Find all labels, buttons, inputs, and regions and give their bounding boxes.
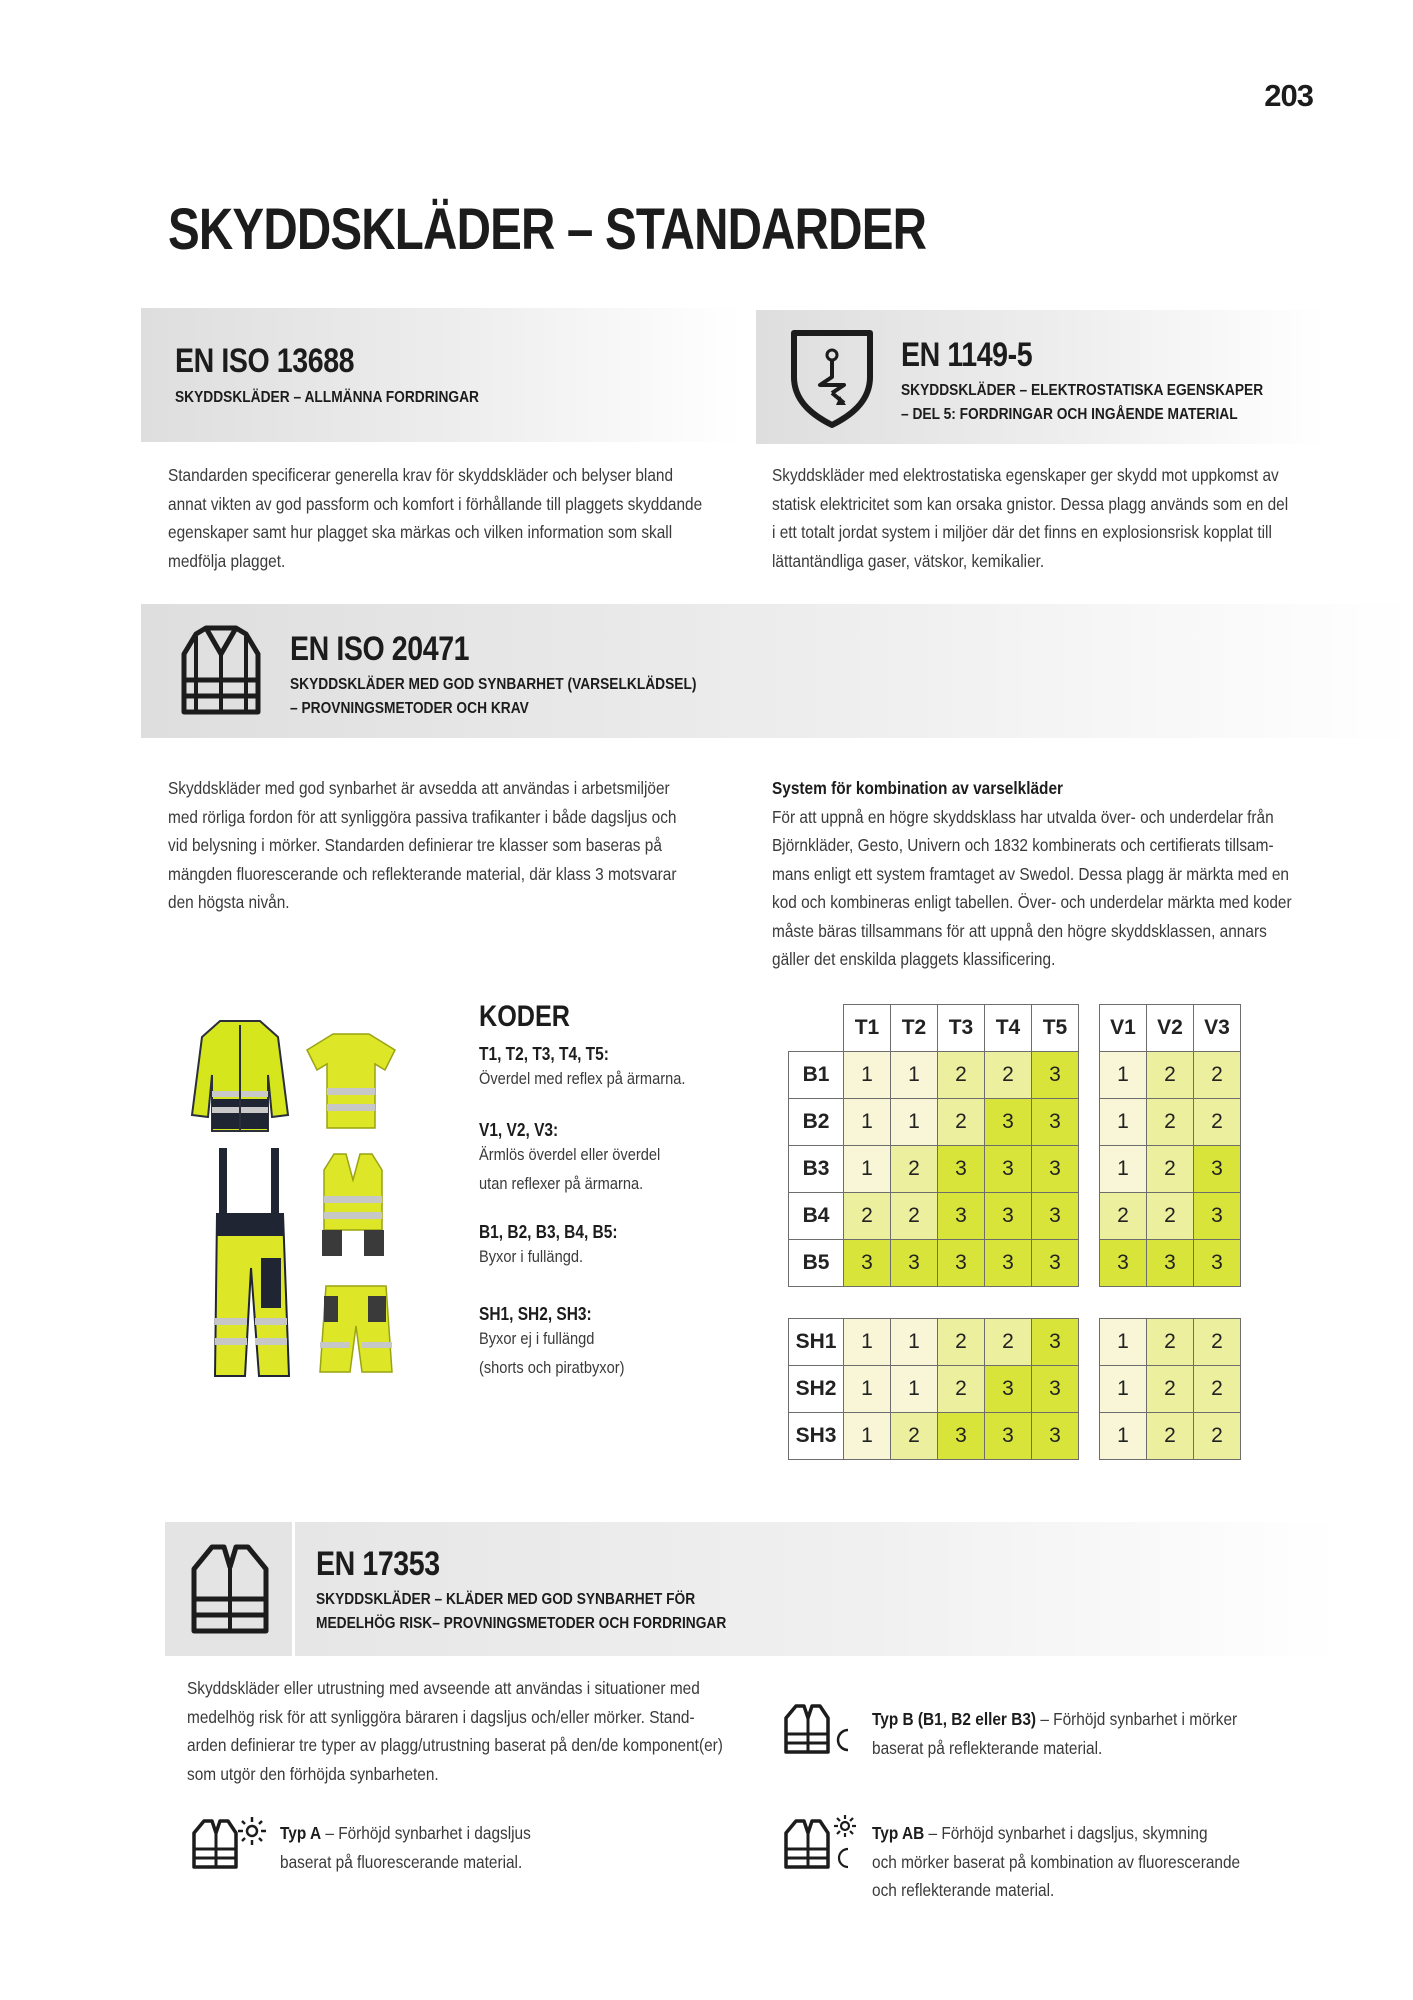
shorts-photo [318,1282,394,1383]
class-cell: 2 [1100,1193,1147,1240]
class-cell: 1 [844,1099,891,1146]
type-a-name: Typ A [280,1823,322,1843]
column-header: V2 [1147,1005,1194,1052]
class-cell: 2 [1147,1052,1194,1099]
class-cell: 3 [985,1146,1032,1193]
class-cell: 3 [1194,1193,1241,1240]
class-cell: 2 [1194,1413,1241,1460]
system-section: System för kombination av varselkläder För att uppnå en högre skyddsklass har utvalda över- och underdelar från Björnkläder, Gesto, Univern och 1832 kombinerats och certifierats tillsam- mans enligt ett system framtaget av Swedol. Dessa plagg är märkta med en kod och kombineras enligt tabellen. Över- och underdelar märkta med koder måste bäras tillsammans för att uppnå den högre skyddsklassen, annars gäller det enskilda plaggets klassificering. [772,774,1292,974]
system-title: System för kombination av varselkläder [772,778,1064,798]
class-cell: 1 [1100,1366,1147,1413]
iso20471-body: Skyddskläder med god synbarhet är avsedda att användas i arbetsmiljöer med rörliga fordon för att synliggöra passiva trafikanter i både dagsljus och vid belysning i mörker. Standarden definierar tre klasser som baseras på mängden fluorescerande och reflekterande material, där klass 3 motsvarar den högsta nivån. [168,778,677,912]
row-header: SH1 [789,1319,844,1366]
class-cell: 2 [985,1319,1032,1366]
class-cell: 2 [1194,1099,1241,1146]
class-cell: 1 [1100,1413,1147,1460]
class-cell: 3 [891,1240,938,1287]
type-b-text: Typ B (B1, B2 eller B3) – Förhöjd synbarhet i mörker baserat på reflekterande material. [872,1709,1238,1758]
table-gap [1079,1193,1100,1240]
table-corner [789,1005,844,1052]
koder-label: SH1, SH2, SH3: [479,1304,592,1324]
column-header: T1 [844,1005,891,1052]
class-cell: 3 [1032,1099,1079,1146]
class-cell: 1 [844,1413,891,1460]
hi-vis-jacket-icon [180,624,262,716]
class-cell: 3 [1032,1413,1079,1460]
antistatic-shield-icon [786,325,878,429]
class-cell: 2 [938,1366,985,1413]
type-a-text: Typ A – Förhöjd synbarhet i dagsljus baserat på fluorescerande material. [280,1823,531,1872]
class-cell: 2 [1147,1099,1194,1146]
class-cell: 3 [1032,1240,1079,1287]
class-cell: 1 [1100,1099,1147,1146]
row-header: B5 [789,1240,844,1287]
iso13688-body: Standarden specificerar generella krav för skyddskläder och belyser bland annat vikten av god passform och komfort i förhållande till plaggets skyddande egenskaper samt hur plagget ska märkas och vilken information som skall medfölja plagget. [168,465,703,571]
class-cell: 2 [938,1099,985,1146]
class-cell: 2 [938,1319,985,1366]
koder-desc: Byxor ej i fullängd [479,1329,595,1348]
class-cell: 3 [938,1413,985,1460]
row-header: B4 [789,1193,844,1240]
class-cell: 3 [1194,1240,1241,1287]
table-gap [1079,1366,1100,1413]
class-cell: 1 [1100,1319,1147,1366]
en17353-subtitle: SKYDDSKLÄDER – KLÄDER MED GOD SYNBARHET FÖR MEDELHÖG RISK– PROVNINGSMETODER OCH FORDRINGAR [316,1591,727,1632]
koder-desc: Ärmlös överdel eller överdel [479,1145,661,1164]
iso13688-subtitle: SKYDDSKLÄDER – ALLMÄNNA FORDRINGAR [175,389,479,406]
table-row [789,1366,1241,1413]
iso20471-subtitle: SKYDDSKLÄDER MED GOD SYNBARHET (VARSELKLÄDSEL) – PROVNINGSMETODER OCH KRAV [290,676,697,717]
class-cell: 2 [1147,1366,1194,1413]
page-number: 203 [1264,78,1313,113]
class-cell: 3 [1100,1240,1147,1287]
table-gap [1079,1052,1100,1099]
vest-photo [318,1150,388,1263]
trousers-photo [205,1148,295,1385]
koder-desc: utan reflexer på ärmarna. [479,1173,644,1193]
class-cell: 3 [938,1146,985,1193]
class-cell: 2 [844,1193,891,1240]
combination-table-long [788,1004,1241,1287]
tshirt-photo [305,1030,397,1135]
type-ab-name: Typ AB [872,1823,925,1843]
class-cell: 3 [1032,1366,1079,1413]
class-cell: 3 [938,1193,985,1240]
class-cell: 1 [1100,1146,1147,1193]
koder-desc: Överdel med reflex på ärmarna. [479,1069,686,1088]
table-row [789,1240,1241,1287]
class-cell: 3 [1032,1052,1079,1099]
class-cell: 1 [844,1366,891,1413]
koder-label: B1, B2, B3, B4, B5: [479,1222,618,1242]
table-row [789,1052,1241,1099]
combination-table-short [788,1318,1241,1460]
class-cell: 3 [1194,1146,1241,1193]
table-row [789,1319,1241,1366]
row-header: B2 [789,1099,844,1146]
row-header: SH3 [789,1413,844,1460]
table-row [789,1193,1241,1240]
koder-desc: Byxor i fullängd. [479,1247,584,1266]
class-cell: 2 [891,1146,938,1193]
vest-moon-icon [782,1700,860,1756]
jacket-photo [190,1015,290,1140]
column-header: T2 [891,1005,938,1052]
class-cell: 3 [1032,1193,1079,1240]
class-cell: 2 [1194,1366,1241,1413]
class-cell: 2 [1147,1413,1194,1460]
class-cell: 2 [1147,1319,1194,1366]
type-b-name: Typ B (B1, B2 eller B3) [872,1709,1037,1729]
iso20471-code: EN ISO 20471 [290,630,470,668]
column-header: V1 [1100,1005,1147,1052]
class-cell: 2 [985,1052,1032,1099]
table-row [789,1099,1241,1146]
class-cell: 3 [1032,1319,1079,1366]
class-cell: 1 [891,1319,938,1366]
class-cell: 3 [985,1099,1032,1146]
class-cell: 1 [891,1366,938,1413]
table-row [789,1146,1241,1193]
table-header-row [789,1005,1241,1052]
table-gap [1079,1240,1100,1287]
class-cell: 1 [844,1146,891,1193]
class-cell: 2 [1194,1319,1241,1366]
en1149-code: EN 1149-5 [901,336,1033,374]
class-cell: 2 [938,1052,985,1099]
column-header: T5 [1032,1005,1079,1052]
vest-icon [190,1543,270,1635]
koder-heading: KODER [479,1000,571,1033]
class-cell: 2 [891,1413,938,1460]
vest-sun-moon-icon [782,1815,862,1873]
table-row [789,1413,1241,1460]
type-ab-text: Typ AB – Förhöjd synbarhet i dagsljus, skymning och mörker baserat på kombination av fluorescerande och reflekterande material. [872,1823,1241,1900]
page-title: SKYDDSKLÄDER – STANDARDER [168,197,927,262]
class-cell: 1 [1100,1052,1147,1099]
class-cell: 3 [1032,1146,1079,1193]
class-cell: 2 [1147,1146,1194,1193]
class-cell: 1 [844,1052,891,1099]
class-cell: 3 [985,1193,1032,1240]
koder-desc: (shorts och piratbyxor) [479,1357,625,1377]
en1149-subtitle: SKYDDSKLÄDER – ELEKTROSTATISKA EGENSKAPER – DEL 5: FORDRINGAR OCH INGÅENDE MATERIAL [901,382,1264,423]
class-cell: 3 [1147,1240,1194,1287]
class-cell: 3 [844,1240,891,1287]
class-cell: 2 [1194,1052,1241,1099]
iso13688-code: EN ISO 13688 [175,342,355,380]
table-gap [1079,1005,1100,1052]
koder-label: T1, T2, T3, T4, T5: [479,1044,609,1064]
row-header: B3 [789,1146,844,1193]
class-cell: 2 [1147,1193,1194,1240]
en17353-body: Skyddskläder eller utrustning med avseende att användas i situationer med medelhög risk för att synliggöra bäraren i dagsljus och/eller mörker. Stand- arden definierar tre typer av plagg/utrustning baserat på den/de komponent(er) som utgör den förhöjda synbarheten. [187,1678,723,1784]
koder-label: V1, V2, V3: [479,1120,559,1140]
row-header: SH2 [789,1366,844,1413]
class-cell: 1 [844,1319,891,1366]
class-cell: 1 [891,1099,938,1146]
en1149-body: Skyddskläder med elektrostatiska egenskaper ger skydd mot uppkomst av statisk elektricitet som kan orsaka gnistor. Dessa plagg används som en del i ett totalt jordat system i miljöer där det finns en explosionsrisk kopplat till lättantändliga gaser, vätskor, kemikalier. [772,465,1289,571]
row-header: B1 [789,1052,844,1099]
class-cell: 3 [938,1240,985,1287]
table-gap [1079,1146,1100,1193]
class-cell: 3 [985,1366,1032,1413]
class-cell: 1 [891,1052,938,1099]
table-gap [1079,1413,1100,1460]
class-cell: 2 [891,1193,938,1240]
column-header: T4 [985,1005,1032,1052]
en17353-code: EN 17353 [316,1545,440,1583]
column-header: T3 [938,1005,985,1052]
class-cell: 3 [985,1413,1032,1460]
table-gap [1079,1319,1100,1366]
column-header: V3 [1194,1005,1241,1052]
table-gap [1079,1099,1100,1146]
class-cell: 3 [985,1240,1032,1287]
vest-sun-icon [190,1815,268,1871]
